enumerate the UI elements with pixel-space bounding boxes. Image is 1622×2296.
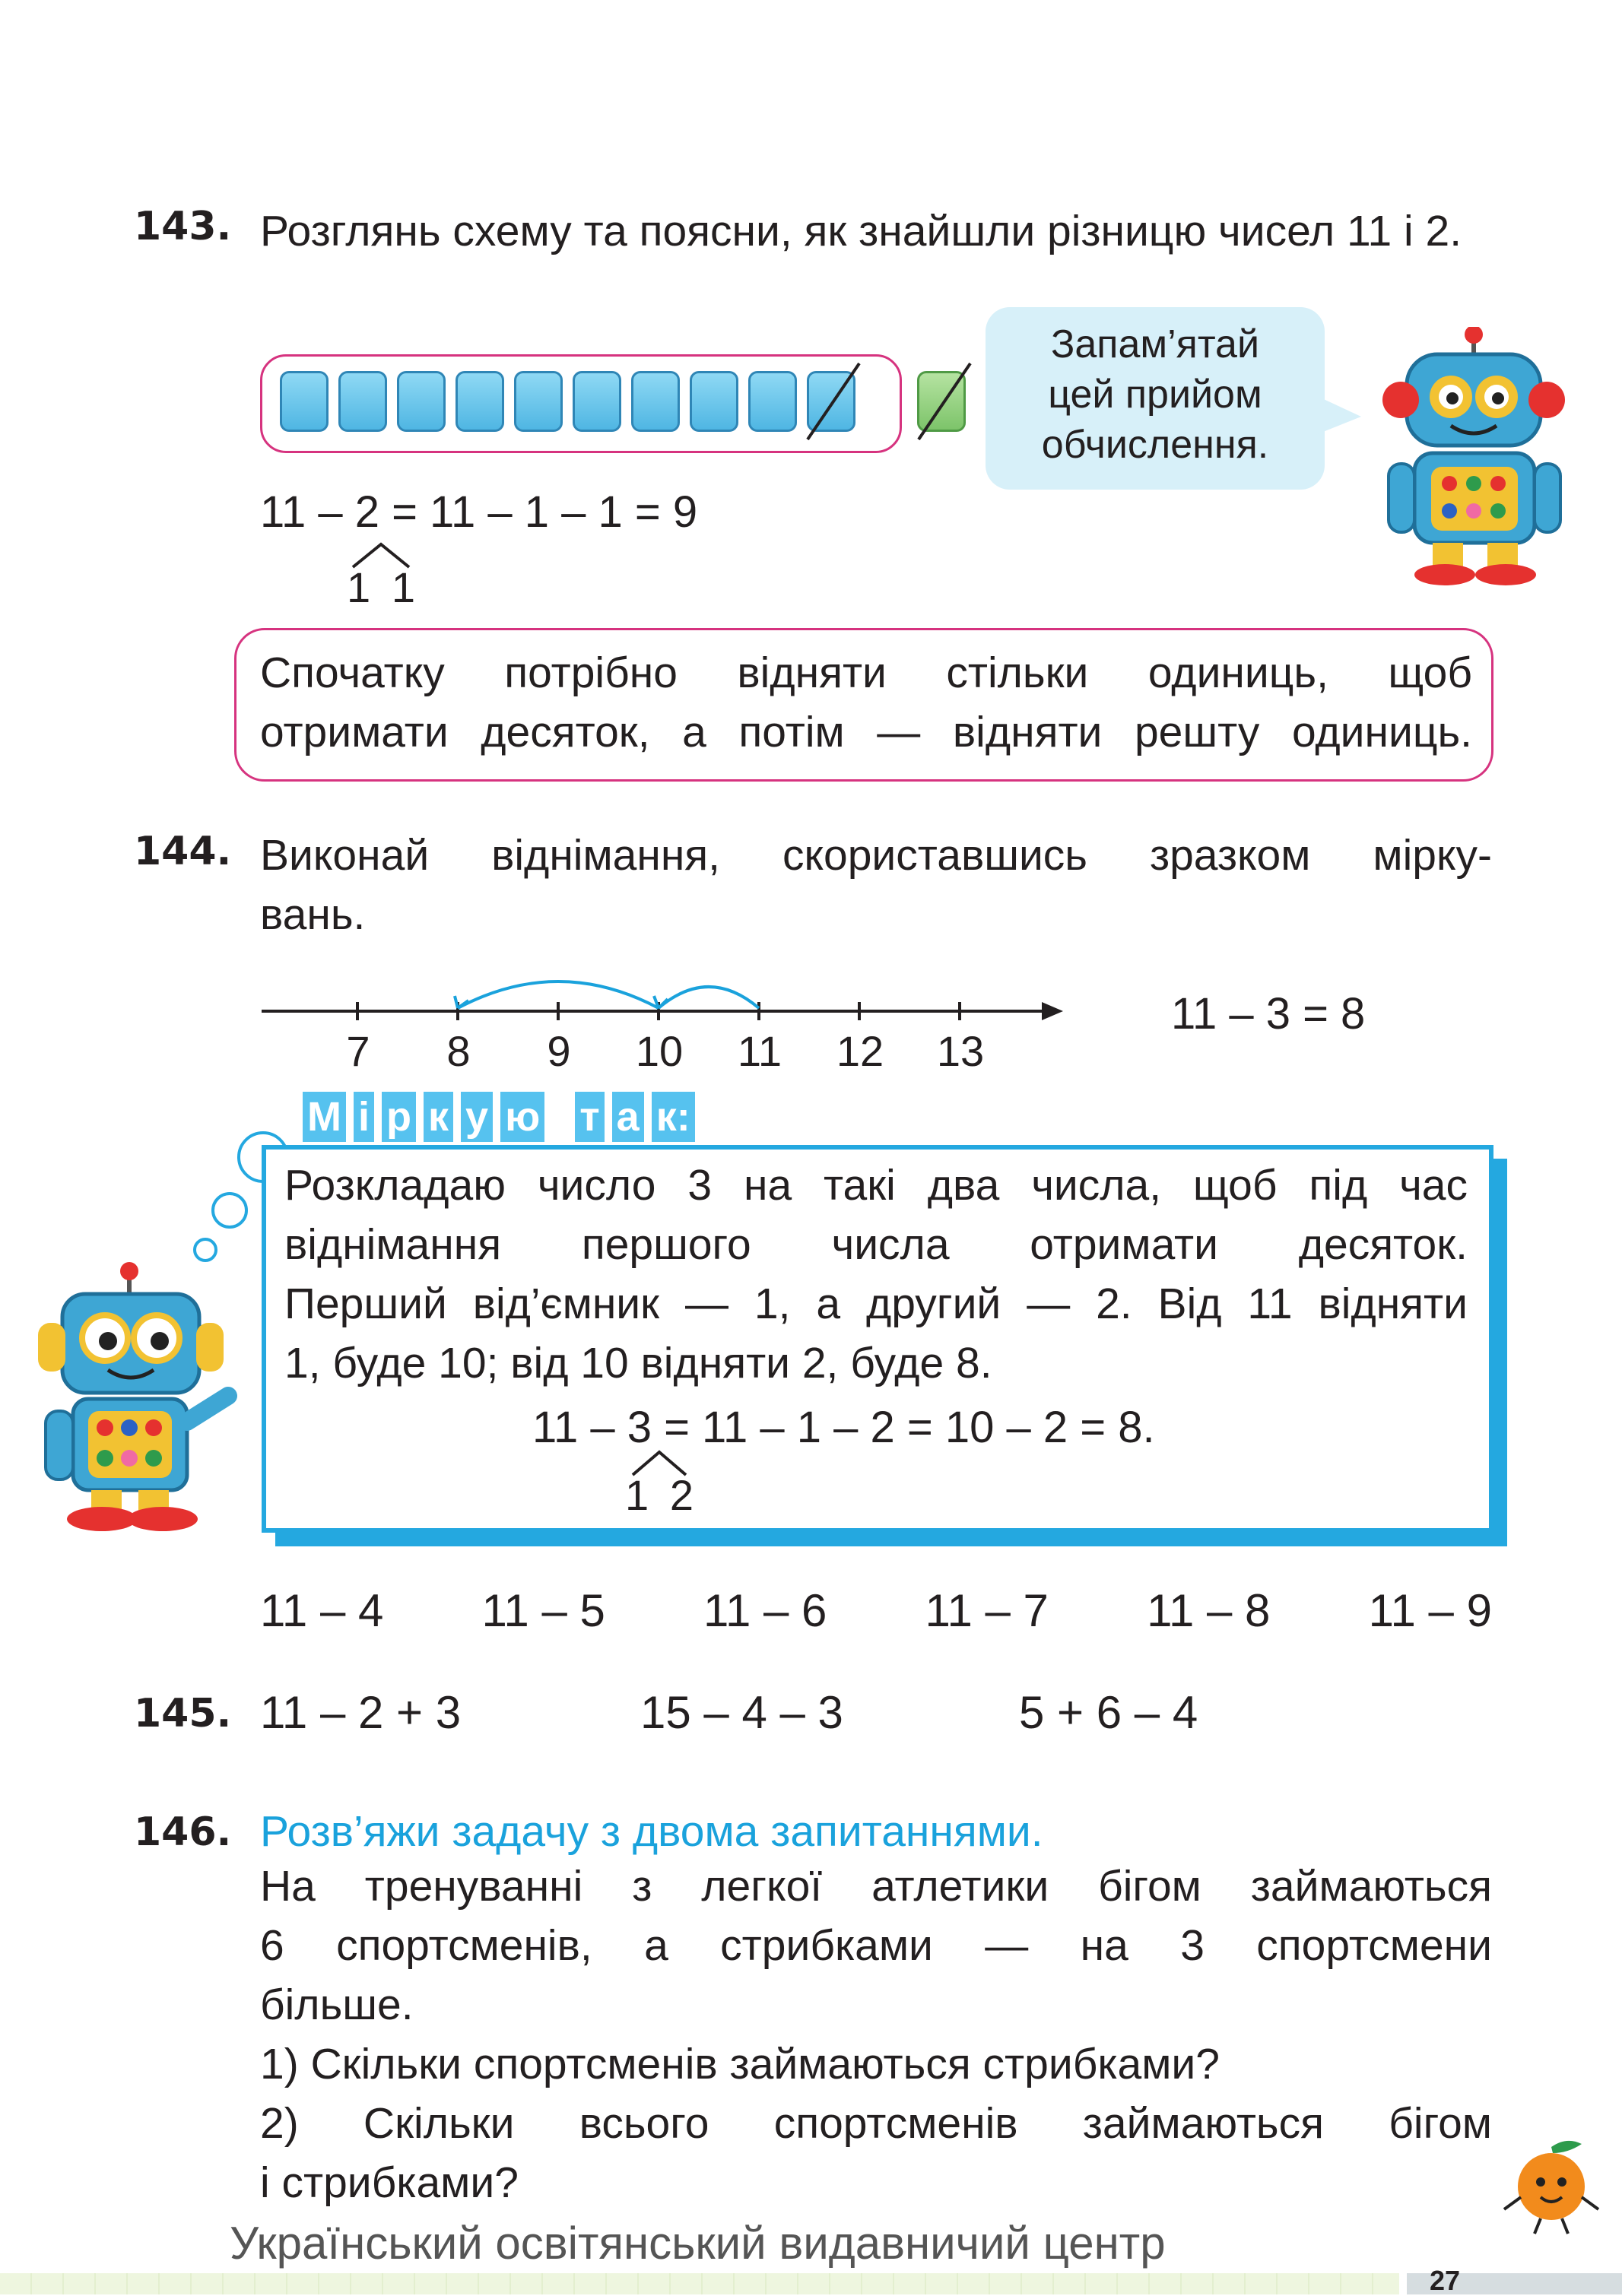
page-number: 27 <box>1430 2265 1461 2296</box>
think-letter: і <box>354 1092 374 1142</box>
speech-text <box>986 319 1325 470</box>
task-expression: 11 – 6 <box>703 1585 827 1636</box>
split-digit: 1 <box>625 1471 649 1519</box>
task-expression: 11 – 2 + 3 <box>260 1687 462 1738</box>
question-2-line: і стрибками? <box>260 2158 519 2207</box>
exercise-number-144: 144. <box>134 829 232 874</box>
problem-line: 6 спортсменів, а стрибками — на 3 спортсмени <box>260 1921 1492 1970</box>
task-expression: 11 – 9 <box>1368 1585 1492 1636</box>
text-line: Виконай віднімання, скориставшись зразком мірку- <box>260 831 1492 880</box>
speech-line: цей прийом <box>1048 373 1262 417</box>
think-letter: М <box>303 1092 346 1142</box>
tick-label: 13 <box>936 1027 985 1075</box>
think-letter: а <box>612 1092 644 1142</box>
equation-143: 11 – 2 = 11 – 1 – 1 = 9 <box>260 487 698 537</box>
split-digits-144 <box>625 1470 694 1520</box>
problem-line: На тренуванні з легкої атлетики бігом займаються <box>260 1862 1492 1911</box>
tick-label: 8 <box>446 1027 471 1075</box>
reasoning-line: 1, буде 10; від 10 відняти 2, буде 8. <box>284 1339 992 1387</box>
task-expression: 11 – 7 <box>925 1585 1049 1636</box>
task-expression: 11 – 8 <box>1147 1585 1271 1636</box>
question-1: 1) Скільки спортсменів займаються стрибками? <box>260 2040 1220 2088</box>
robot-illustration <box>23 1262 251 1536</box>
reasoning-line: Перший від’ємник — 1, а другий — 2. Від 11 відняти <box>284 1280 1468 1328</box>
tick-label: 10 <box>635 1027 684 1075</box>
tick-label: 9 <box>547 1027 571 1075</box>
exercise-number-145: 145. <box>134 1691 232 1736</box>
exercise-143-text: Розглянь схему та поясни, як знайшли різницю чисел 11 і 2. <box>260 207 1462 255</box>
task-expression: 15 – 4 – 3 <box>640 1687 843 1738</box>
task-row-144 <box>260 1584 1492 1637</box>
example-equation: 11 – 3 = 8 <box>1171 989 1366 1039</box>
speech-line: обчислення. <box>1041 423 1269 467</box>
tick-label: 11 <box>737 1027 782 1075</box>
exercise-146-heading: Розв’яжи задачу з двома запитаннями. <box>260 1807 1043 1856</box>
tick-label: 12 <box>836 1027 884 1075</box>
rule-text <box>260 643 1472 762</box>
exercise-number-143: 143. <box>134 204 232 249</box>
footer-strip <box>0 2273 1399 2294</box>
number-line <box>251 958 1087 1026</box>
think-letter: к <box>424 1092 453 1142</box>
equation-144: 11 – 3 = 11 – 1 – 2 = 10 – 2 = 8. <box>532 1403 1155 1452</box>
question-2-line: 2) Скільки всього спортсменів займаються бігом <box>260 2099 1492 2148</box>
publisher-name: Український освітянський видавничий центр <box>230 2218 1166 2269</box>
think-letter: у <box>461 1092 493 1142</box>
speech-line: Запам’ятай <box>1050 322 1260 366</box>
exercise-144-text <box>260 826 1492 944</box>
think-letter: т <box>575 1092 604 1142</box>
split-digit: 1 <box>347 563 371 611</box>
think-letter: ю <box>500 1092 544 1142</box>
think-label <box>303 1092 703 1142</box>
split-digits-143 <box>347 563 415 612</box>
think-letter: р <box>382 1092 416 1142</box>
tick-label: 7 <box>346 1027 370 1075</box>
task-expression: 11 – 5 <box>481 1585 605 1636</box>
text-line: вань. <box>260 890 366 939</box>
problem-line: більше. <box>260 1980 414 2029</box>
exercise-number-146: 146. <box>134 1809 232 1855</box>
task-expression: 5 + 6 – 4 <box>1019 1687 1198 1738</box>
robot-illustration <box>1361 327 1589 585</box>
split-digit: 1 <box>391 563 415 611</box>
split-digit: 2 <box>669 1471 694 1519</box>
reasoning-line: Розкладаю число 3 на такі два числа, щоб під час <box>284 1161 1468 1210</box>
rule-line: Спочатку потрібно відняти стільки одиниць, щоб <box>260 649 1472 697</box>
orange-mascot-icon <box>1498 2136 1605 2235</box>
think-letter: к: <box>652 1092 695 1142</box>
reasoning-line: віднімання першого числа отримати десяток. <box>284 1220 1468 1269</box>
problem-text <box>260 1857 1492 2212</box>
rule-line: отримати десяток, а потім — відняти решту одиниць. <box>260 708 1472 756</box>
reasoning-text <box>284 1156 1468 1393</box>
task-expression: 11 – 4 <box>260 1585 384 1636</box>
